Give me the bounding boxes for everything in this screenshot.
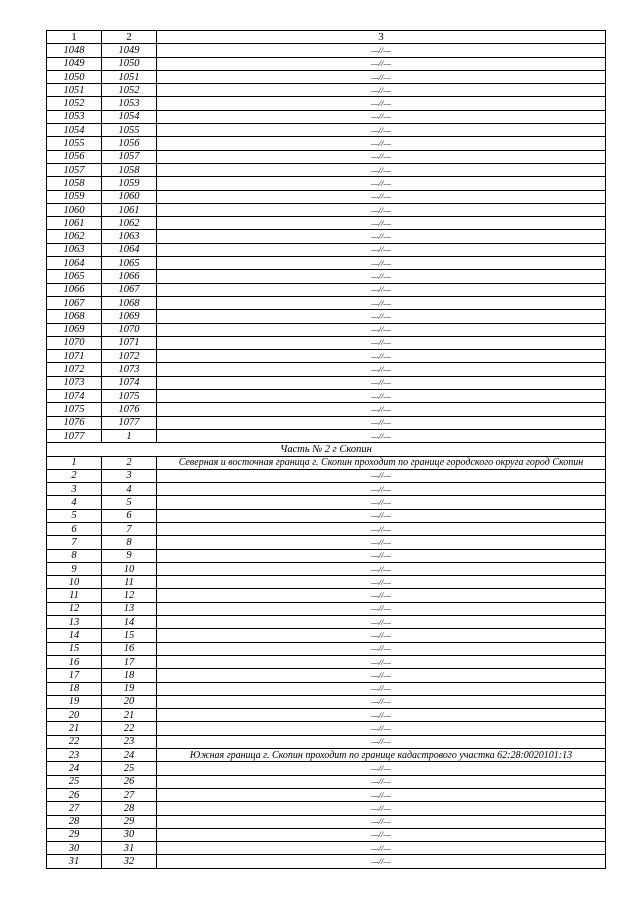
point-from-cell: 8 <box>47 549 102 562</box>
table-row <box>47 549 606 562</box>
description-cell: —//— <box>157 217 606 230</box>
description-cell: —//— <box>157 70 606 83</box>
description-cell: —//— <box>157 376 606 389</box>
header-col-3: 3 <box>157 31 606 44</box>
point-to-cell: 1056 <box>102 137 157 150</box>
point-to-cell: 7 <box>102 522 157 535</box>
point-from-cell: 1050 <box>47 70 102 83</box>
table-row <box>47 695 606 708</box>
description-cell: —//— <box>157 775 606 788</box>
table-row <box>47 669 606 682</box>
point-to-cell: 1058 <box>102 163 157 176</box>
point-to-cell: 1061 <box>102 203 157 216</box>
point-to-cell: 1060 <box>102 190 157 203</box>
point-from-cell: 23 <box>47 749 102 762</box>
description-cell: —//— <box>157 616 606 629</box>
point-to-cell: 14 <box>102 616 157 629</box>
description-cell: —//— <box>157 243 606 256</box>
point-to-cell: 21 <box>102 709 157 722</box>
description-cell: —//— <box>157 536 606 549</box>
table-row <box>47 616 606 629</box>
description-cell: —//— <box>157 562 606 575</box>
table-header-row <box>47 31 606 44</box>
point-from-cell: 1066 <box>47 283 102 296</box>
point-from-cell: 14 <box>47 629 102 642</box>
point-from-cell: 1077 <box>47 429 102 442</box>
description-cell: —//— <box>157 230 606 243</box>
description-cell: —//— <box>157 150 606 163</box>
point-to-cell: 1074 <box>102 376 157 389</box>
point-to-cell: 1059 <box>102 177 157 190</box>
table-row <box>47 403 606 416</box>
point-to-cell: 28 <box>102 802 157 815</box>
point-to-cell: 5 <box>102 496 157 509</box>
description-cell: —//— <box>157 549 606 562</box>
table-row <box>47 469 606 482</box>
point-to-cell: 32 <box>102 855 157 868</box>
table-row <box>47 257 606 270</box>
point-to-cell: 9 <box>102 549 157 562</box>
point-from-cell: 1048 <box>47 44 102 57</box>
description-cell: —//— <box>157 137 606 150</box>
point-to-cell: 10 <box>102 562 157 575</box>
table-row <box>47 655 606 668</box>
point-from-cell: 1065 <box>47 270 102 283</box>
table-row <box>47 762 606 775</box>
point-to-cell: 2 <box>102 456 157 469</box>
description-cell: —//— <box>157 735 606 748</box>
table-row <box>47 44 606 57</box>
point-from-cell: 1052 <box>47 97 102 110</box>
table-row <box>47 296 606 309</box>
point-to-cell: 6 <box>102 509 157 522</box>
description-cell: —//— <box>157 762 606 775</box>
point-to-cell: 31 <box>102 842 157 855</box>
description-cell: —//— <box>157 177 606 190</box>
table-row <box>47 310 606 323</box>
point-to-cell: 23 <box>102 735 157 748</box>
point-to-cell: 19 <box>102 682 157 695</box>
point-to-cell: 1055 <box>102 124 157 137</box>
table-row <box>47 230 606 243</box>
table-row <box>47 496 606 509</box>
table-row <box>47 429 606 442</box>
description-cell: —//— <box>157 815 606 828</box>
table-row <box>47 456 606 469</box>
point-to-cell: 1066 <box>102 270 157 283</box>
table-row <box>47 815 606 828</box>
point-from-cell: 1061 <box>47 217 102 230</box>
point-from-cell: 4 <box>47 496 102 509</box>
description-cell: —//— <box>157 84 606 97</box>
point-to-cell: 1052 <box>102 84 157 97</box>
point-to-cell: 27 <box>102 788 157 801</box>
description-cell: —//— <box>157 283 606 296</box>
table-row <box>47 390 606 403</box>
table-row <box>47 323 606 336</box>
table-row <box>47 629 606 642</box>
point-from-cell: 19 <box>47 695 102 708</box>
point-to-cell: 1062 <box>102 217 157 230</box>
description-cell: —//— <box>157 336 606 349</box>
point-to-cell: 1072 <box>102 350 157 363</box>
point-to-cell: 1069 <box>102 310 157 323</box>
description-cell: —//— <box>157 483 606 496</box>
table-row <box>47 336 606 349</box>
point-from-cell: 1057 <box>47 163 102 176</box>
description-cell: —//— <box>157 828 606 841</box>
point-from-cell: 1056 <box>47 150 102 163</box>
description-cell: —//— <box>157 44 606 57</box>
description-cell: —//— <box>157 589 606 602</box>
point-to-cell: 1049 <box>102 44 157 57</box>
table-row <box>47 70 606 83</box>
table-row <box>47 735 606 748</box>
point-to-cell: 3 <box>102 469 157 482</box>
description-cell: —//— <box>157 522 606 535</box>
point-from-cell: 11 <box>47 589 102 602</box>
description-cell: —//— <box>157 270 606 283</box>
description-cell: —//— <box>157 363 606 376</box>
point-from-cell: 15 <box>47 642 102 655</box>
table-row <box>47 483 606 496</box>
description-cell: —//— <box>157 124 606 137</box>
description-cell: —//— <box>157 709 606 722</box>
table-row <box>47 709 606 722</box>
point-to-cell: 24 <box>102 749 157 762</box>
point-from-cell: 1068 <box>47 310 102 323</box>
point-from-cell: 20 <box>47 709 102 722</box>
description-cell: —//— <box>157 257 606 270</box>
point-to-cell: 12 <box>102 589 157 602</box>
table-row <box>47 842 606 855</box>
point-to-cell: 1063 <box>102 230 157 243</box>
table-row <box>47 522 606 535</box>
description-cell: —//— <box>157 842 606 855</box>
point-from-cell: 1060 <box>47 203 102 216</box>
description-cell: —//— <box>157 429 606 442</box>
point-from-cell: 1053 <box>47 110 102 123</box>
table-row <box>47 828 606 841</box>
point-from-cell: 12 <box>47 602 102 615</box>
point-to-cell: 22 <box>102 722 157 735</box>
table-row <box>47 509 606 522</box>
description-cell: Северная и восточная граница г. Скопин проходит по границе городского округа город Скопин <box>157 456 606 469</box>
table-row <box>47 642 606 655</box>
point-to-cell: 13 <box>102 602 157 615</box>
table-row <box>47 536 606 549</box>
description-cell: —//— <box>157 416 606 429</box>
point-from-cell: 1 <box>47 456 102 469</box>
point-from-cell: 1071 <box>47 350 102 363</box>
description-cell: —//— <box>157 629 606 642</box>
point-to-cell: 1075 <box>102 390 157 403</box>
table-row <box>47 190 606 203</box>
table-row <box>47 270 606 283</box>
description-cell: —//— <box>157 97 606 110</box>
point-from-cell: 6 <box>47 522 102 535</box>
point-from-cell: 10 <box>47 576 102 589</box>
table-row <box>47 150 606 163</box>
point-from-cell: 18 <box>47 682 102 695</box>
description-cell: —//— <box>157 602 606 615</box>
point-to-cell: 11 <box>102 576 157 589</box>
point-from-cell: 1058 <box>47 177 102 190</box>
point-to-cell: 1067 <box>102 283 157 296</box>
point-from-cell: 13 <box>47 616 102 629</box>
point-from-cell: 1054 <box>47 124 102 137</box>
table-row <box>47 576 606 589</box>
point-to-cell: 1053 <box>102 97 157 110</box>
point-from-cell: 1075 <box>47 403 102 416</box>
description-cell: —//— <box>157 350 606 363</box>
table-row <box>47 802 606 815</box>
point-from-cell: 1072 <box>47 363 102 376</box>
point-to-cell: 1050 <box>102 57 157 70</box>
point-from-cell: 29 <box>47 828 102 841</box>
table-body <box>47 31 606 869</box>
point-to-cell: 1077 <box>102 416 157 429</box>
table-row <box>47 97 606 110</box>
description-cell: —//— <box>157 682 606 695</box>
point-to-cell: 15 <box>102 629 157 642</box>
point-from-cell: 1055 <box>47 137 102 150</box>
point-to-cell: 26 <box>102 775 157 788</box>
point-from-cell: 1051 <box>47 84 102 97</box>
point-from-cell: 1073 <box>47 376 102 389</box>
header-col-1: 1 <box>47 31 102 44</box>
description-cell: —//— <box>157 323 606 336</box>
table-row <box>47 416 606 429</box>
description-cell: —//— <box>157 802 606 815</box>
point-to-cell: 16 <box>102 642 157 655</box>
description-cell: —//— <box>157 469 606 482</box>
header-col-2: 2 <box>102 31 157 44</box>
point-from-cell: 2 <box>47 469 102 482</box>
table-row <box>47 283 606 296</box>
table-row <box>47 788 606 801</box>
point-from-cell: 27 <box>47 802 102 815</box>
point-to-cell: 1070 <box>102 323 157 336</box>
table-row <box>47 203 606 216</box>
description-cell: —//— <box>157 855 606 868</box>
table-row <box>47 217 606 230</box>
description-cell: —//— <box>157 642 606 655</box>
point-to-cell: 1054 <box>102 110 157 123</box>
table-row <box>47 363 606 376</box>
table-row <box>47 749 606 762</box>
point-to-cell: 20 <box>102 695 157 708</box>
point-to-cell: 1057 <box>102 150 157 163</box>
point-to-cell: 17 <box>102 655 157 668</box>
point-to-cell: 4 <box>102 483 157 496</box>
point-to-cell: 1065 <box>102 257 157 270</box>
point-from-cell: 7 <box>47 536 102 549</box>
point-to-cell: 1051 <box>102 70 157 83</box>
point-from-cell: 21 <box>47 722 102 735</box>
description-cell: —//— <box>157 203 606 216</box>
point-from-cell: 16 <box>47 655 102 668</box>
point-from-cell: 9 <box>47 562 102 575</box>
point-from-cell: 3 <box>47 483 102 496</box>
point-from-cell: 25 <box>47 775 102 788</box>
description-cell: —//— <box>157 310 606 323</box>
point-from-cell: 1064 <box>47 257 102 270</box>
point-from-cell: 1059 <box>47 190 102 203</box>
table-row <box>47 376 606 389</box>
table-row <box>47 124 606 137</box>
table-row <box>47 682 606 695</box>
point-to-cell: 30 <box>102 828 157 841</box>
table-row <box>47 84 606 97</box>
table-row <box>47 163 606 176</box>
description-cell: —//— <box>157 390 606 403</box>
table-row <box>47 177 606 190</box>
table-row <box>47 137 606 150</box>
point-from-cell: 26 <box>47 788 102 801</box>
description-cell: —//— <box>157 655 606 668</box>
table-row <box>47 722 606 735</box>
description-cell: —//— <box>157 695 606 708</box>
description-cell: —//— <box>157 57 606 70</box>
point-to-cell: 1071 <box>102 336 157 349</box>
description-cell: —//— <box>157 403 606 416</box>
table-row <box>47 589 606 602</box>
table-row <box>47 775 606 788</box>
description-cell: —//— <box>157 110 606 123</box>
point-from-cell: 17 <box>47 669 102 682</box>
point-from-cell: 1049 <box>47 57 102 70</box>
boundary-points-table <box>46 30 606 869</box>
point-from-cell: 1069 <box>47 323 102 336</box>
point-to-cell: 25 <box>102 762 157 775</box>
point-to-cell: 1076 <box>102 403 157 416</box>
description-cell: —//— <box>157 163 606 176</box>
point-from-cell: 1063 <box>47 243 102 256</box>
table-row <box>47 243 606 256</box>
table-row <box>47 57 606 70</box>
point-to-cell: 1064 <box>102 243 157 256</box>
table-row <box>47 602 606 615</box>
table-row <box>47 562 606 575</box>
point-from-cell: 1070 <box>47 336 102 349</box>
table-row <box>47 855 606 868</box>
description-cell: —//— <box>157 722 606 735</box>
point-from-cell: 22 <box>47 735 102 748</box>
description-cell: —//— <box>157 496 606 509</box>
point-to-cell: 1073 <box>102 363 157 376</box>
description-cell: —//— <box>157 788 606 801</box>
point-from-cell: 1067 <box>47 296 102 309</box>
point-from-cell: 31 <box>47 855 102 868</box>
point-from-cell: 5 <box>47 509 102 522</box>
point-to-cell: 1 <box>102 429 157 442</box>
description-cell: —//— <box>157 669 606 682</box>
point-to-cell: 18 <box>102 669 157 682</box>
description-cell: Южная граница г. Скопин проходит по границе кадастрового участка 62:28:0020101:13 <box>157 749 606 762</box>
point-from-cell: 1062 <box>47 230 102 243</box>
point-to-cell: 8 <box>102 536 157 549</box>
description-cell: —//— <box>157 190 606 203</box>
point-from-cell: 28 <box>47 815 102 828</box>
section-title: Часть № 2 г Скопин <box>47 443 606 456</box>
point-from-cell: 1074 <box>47 390 102 403</box>
point-from-cell: 30 <box>47 842 102 855</box>
table-row <box>47 350 606 363</box>
point-from-cell: 1076 <box>47 416 102 429</box>
point-to-cell: 1068 <box>102 296 157 309</box>
point-to-cell: 29 <box>102 815 157 828</box>
table-row <box>47 110 606 123</box>
description-cell: —//— <box>157 509 606 522</box>
description-cell: —//— <box>157 296 606 309</box>
point-from-cell: 24 <box>47 762 102 775</box>
section-title-row <box>47 443 606 456</box>
description-cell: —//— <box>157 576 606 589</box>
